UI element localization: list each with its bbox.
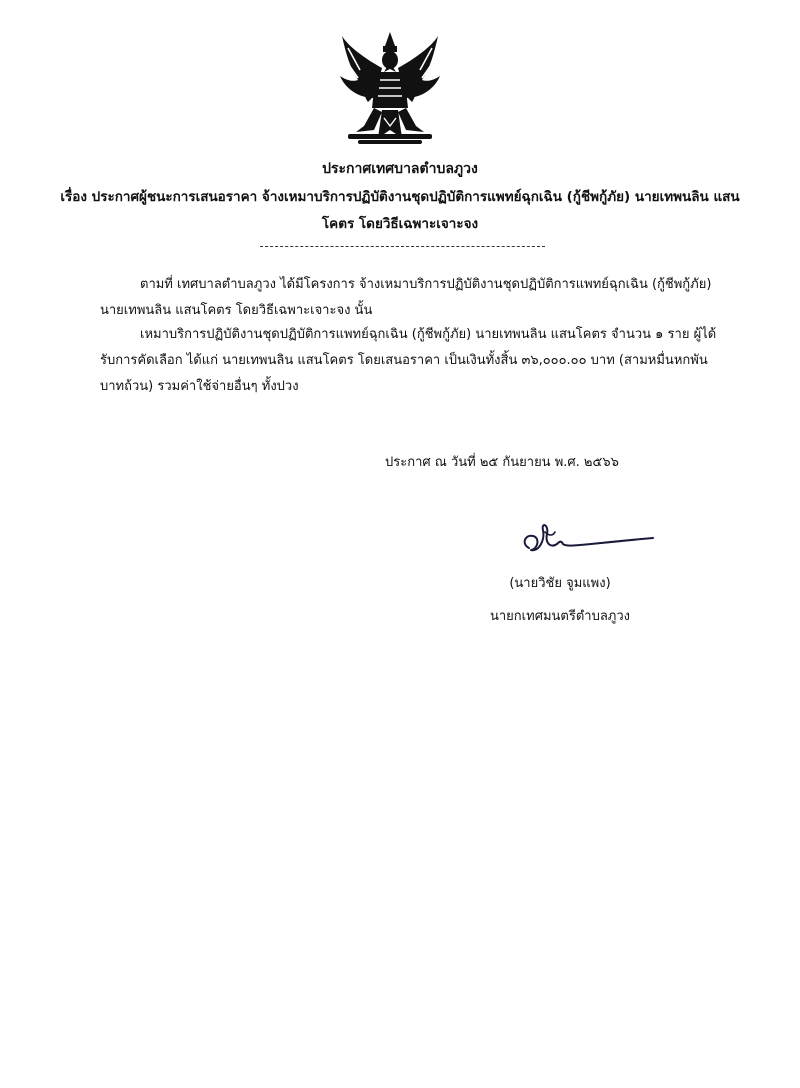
handwritten-signature <box>515 518 655 562</box>
document-title: ประกาศเทศบาลตำบลภูวง <box>322 161 478 177</box>
document-subject: เรื่อง ประกาศผู้ชนะการเสนอราคา จ้างเหมาบริการปฏิบัติงานชุดปฏิบัติการแพทย์ฉุกเฉิน (กู้ชีพกู้ภัย) นายเทพนลิน แสนโคตร โดยวิธีเฉพาะเจาะจง <box>60 189 740 232</box>
garuda-emblem-icon <box>334 28 446 146</box>
signer-title: นายกเทศมนตรีตำบลภูวง <box>490 609 630 624</box>
paragraph-2 <box>100 322 720 400</box>
paragraph-1-text: ตามที่ เทศบาลตำบลภูวง ได้มีโครงการ จ้างเหมาบริการปฏิบัติงานชุดปฏิบัติการแพทย์ฉุกเฉิน (กู้ชีพกู้ภัย) นายเทพนลิน แสนโคตร โดยวิธีเฉพาะเจาะจง นั้น <box>100 277 712 318</box>
paragraph-2-text: เหมาบริการปฏิบัติงานชุดปฏิบัติการแพทย์ฉุกเฉิน (กู้ชีพกู้ภัย) นายเทพนลิน แสนโคตร จำนวน ๑ ราย ผู้ได้รับการคัดเลือก ได้แก่ นายเทพนลิน แสนโคตร โดยเสนอราคา เป็นเงินทั้งสิ้น ๓๖,๐๐๐.๐๐ บาท (สามหมื่นหกพันบาทถ้วน) รวมค่าใช้จ่ายอื่นๆ ทั้งปวง <box>100 327 717 394</box>
divider-line <box>260 246 545 247</box>
paragraph-1 <box>100 272 720 324</box>
signer-name: (นายวิชัย จูมแพง) <box>509 576 611 591</box>
announcement-date: ประกาศ ณ วันที่ ๒๕ กันยายน พ.ศ. ๒๕๖๖ <box>385 455 619 470</box>
